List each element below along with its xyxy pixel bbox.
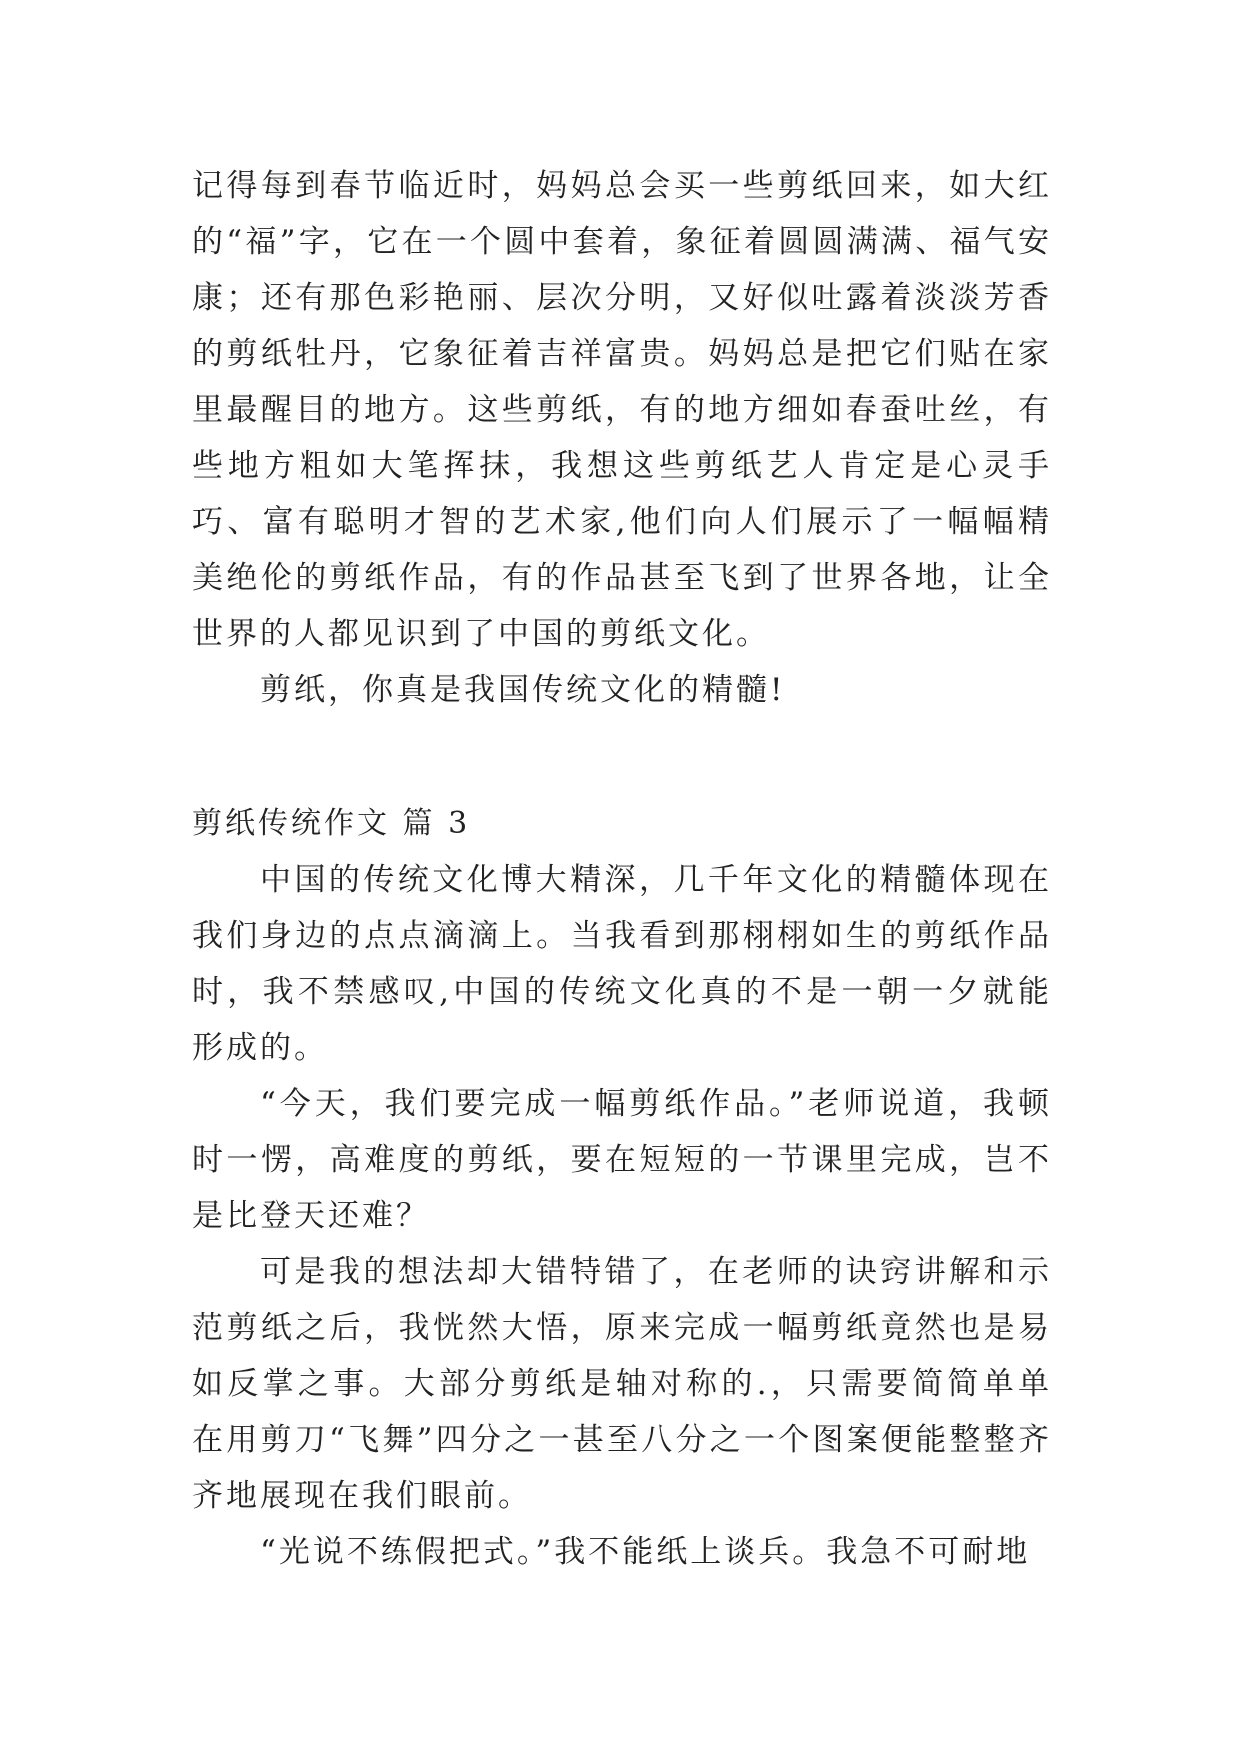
essay-title: 剪纸传统作文 篇 3 xyxy=(192,806,471,841)
paragraph-teacher-quote: “今天，我们要完成一幅剪纸作品。”老师说道，我顿时一愣，高难度的剪纸，要在短短的一节课里完成，岂不是比登天还难？ xyxy=(192,1086,1052,1234)
paragraph-papercut-essence: 剪纸，你真是我国传统文化的精髓! xyxy=(260,672,786,708)
paragraph-intro: 中国的传统文化博大精深，几千年文化的精髓体现在我们身边的点点滴滴上。当我看到那栩栩如生的剪纸作品时，我不禁感叹,中国的传统文化真的不是一朝一夕就能形成的。 xyxy=(192,862,1052,1066)
paragraph-practice: “光说不练假把式。”我不能纸上谈兵。我急不可耐地 xyxy=(260,1534,1031,1570)
paragraph-papercut-memory: 记得每到春节临近时，妈妈总会买一些剪纸回来，如大红的“福”字，它在一个圆中套着，象征着圆圆满满、福气安康；还有那色彩艳丽、层次分明，又好似吐露着淡淡芳香的剪纸牡丹，它象征着吉祥富贵。妈妈总是把它们贴在家里最醒目的地方。这些剪纸，有的地方细如春蚕吐丝，有些地方粗如大笔挥抹，我想这些剪纸艺人肯定是心灵手巧、富有聪明才智的艺术家,他们向人们展示了一幅幅精美绝伦的剪纸作品，有的作品甚至飞到了世界各地，让全世界的人都见识到了中国的剪纸文化。 xyxy=(192,168,1052,652)
continued-section xyxy=(192,158,1052,718)
essay-section-3 xyxy=(192,796,1052,1580)
paragraph-realization: 可是我的想法却大错特错了，在老师的诀窍讲解和示范剪纸之后，我恍然大悟，原来完成一幅剪纸竟然也是易如反掌之事。大部分剪纸是轴对称的.，只需要简简单单在用剪刀“飞舞”四分之一甚至八分之一个图案便能整整齐齐地展现在我们眼前。 xyxy=(192,1254,1052,1514)
